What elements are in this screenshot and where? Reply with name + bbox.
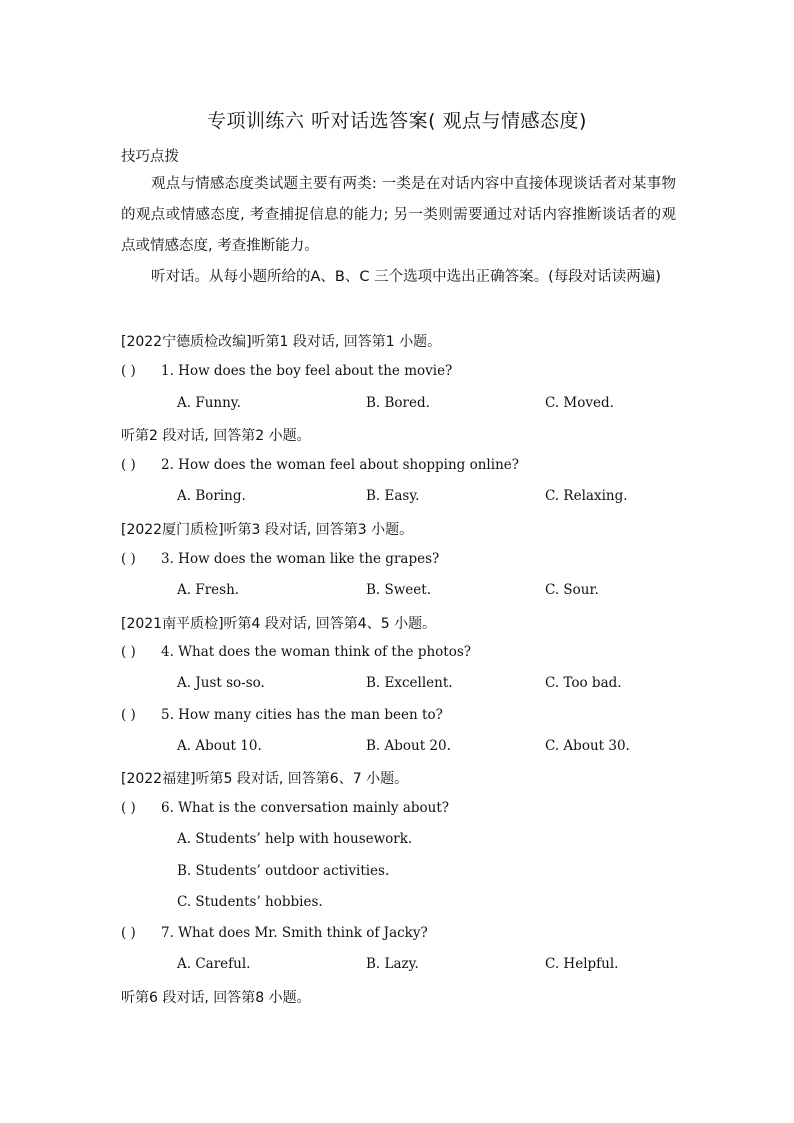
question-text: 6. What is the conversation mainly about? (161, 800, 450, 816)
section-header: [2022福建]听第5 段对话, 回答第6、7 小题。 (121, 771, 409, 787)
option-b: B. Students’ outdoor activities. (177, 863, 390, 879)
option-c: C. Too bad. (545, 675, 622, 691)
option-a: A. Students’ help with housework. (177, 831, 413, 847)
option-a: A. Careful. (177, 956, 251, 972)
option-b: B. Sweet. (366, 582, 432, 598)
question-text: 5. How many cities has the man been to? (161, 707, 443, 723)
option-c: C. Students’ hobbies. (177, 894, 323, 910)
question-1 (121, 363, 452, 379)
answer-blank[interactable]: ( ) (121, 800, 136, 816)
section-header: 听第6 段对话, 回答第8 小题。 (121, 990, 311, 1006)
question-text: 2. How does the woman feel about shopping online? (161, 457, 519, 473)
answer-blank[interactable]: ( ) (121, 925, 136, 941)
option-a: A. Just so-so. (177, 675, 265, 691)
instruction-paragraph: 听对话。从每小题所给的A、B、C 三个选项中选出正确答案。(每段对话读两遍) (151, 269, 661, 285)
option-c: C. About 30. (545, 738, 630, 754)
answer-blank[interactable]: ( ) (121, 707, 136, 723)
option-a: A. Boring. (177, 488, 246, 504)
option-b: B. Easy. (366, 488, 420, 504)
section-header: [2022宁德质检改编]听第1 段对话, 回答第1 小题。 (121, 334, 442, 350)
option-c: C. Moved. (545, 395, 614, 411)
answer-blank[interactable]: ( ) (121, 551, 136, 567)
option-b: B. Bored. (366, 395, 430, 411)
option-a: A. Fresh. (177, 582, 240, 598)
question-2 (121, 457, 519, 473)
section-header: 听第2 段对话, 回答第2 小题。 (121, 428, 311, 444)
question-text: 1. How does the boy feel about the movie? (161, 363, 453, 379)
answer-blank[interactable]: ( ) (121, 644, 136, 660)
question-5 (121, 707, 443, 723)
question-4 (121, 644, 471, 660)
answer-blank[interactable]: ( ) (121, 457, 136, 473)
intro-paragraph: 观点与情感态度类试题主要有两类: 一类是在对话内容中直接体现谈话者对某事物的观点或情感态度, 考查捕捉信息的能力; 另一类则需要通过对话内容推断谈话者的观点或情感态度, 考查推断能力。 (121, 176, 676, 254)
question-3 (121, 551, 439, 567)
option-c: C. Helpful. (545, 956, 619, 972)
option-b: B. Excellent. (366, 675, 453, 691)
question-7 (121, 925, 428, 941)
section-header: [2022厦门质检]听第3 段对话, 回答第3 小题。 (121, 522, 414, 538)
option-b: B. Lazy. (366, 956, 419, 972)
option-a: A. About 10. (177, 738, 262, 754)
question-text: 4. What does the woman think of the photos? (161, 644, 472, 660)
question-6 (121, 800, 449, 816)
section-header: [2021南平质检]听第4 段对话, 回答第4、5 小题。 (121, 616, 437, 632)
option-a: A. Funny. (177, 395, 241, 411)
question-text: 3. How does the woman like the grapes? (161, 551, 440, 567)
answer-blank[interactable]: ( ) (121, 363, 136, 379)
page-title: 专项训练六 听对话选答案( 观点与情感态度) (207, 110, 587, 132)
tip-heading: 技巧点拨 (121, 149, 179, 165)
question-text: 7. What does Mr. Smith think of Jacky? (161, 925, 428, 941)
option-c: C. Sour. (545, 582, 599, 598)
option-b: B. About 20. (366, 738, 451, 754)
option-c: C. Relaxing. (545, 488, 628, 504)
